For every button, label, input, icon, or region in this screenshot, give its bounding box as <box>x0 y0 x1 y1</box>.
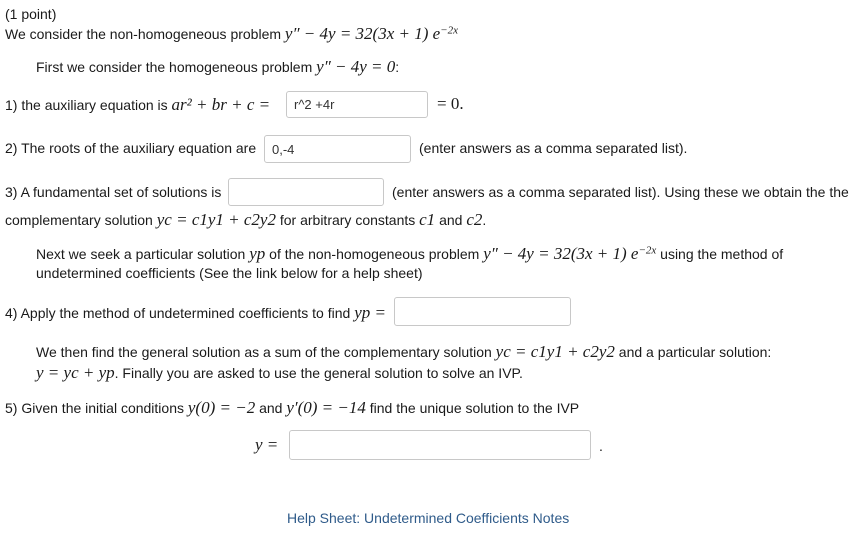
q5-line <box>5 398 579 418</box>
roots-input[interactable] <box>264 135 411 163</box>
general-line1 <box>36 342 771 362</box>
q5-and: and <box>259 400 283 416</box>
q2-note: (enter answers as a comma separated list). <box>419 140 688 156</box>
q5-prefix: 5) Given the initial conditions <box>5 400 184 416</box>
general-a: We then find the general solution as a sum of the complementary solution <box>36 344 492 360</box>
q4-prefix: 4) Apply the method of undetermined coefficients to find <box>5 305 351 321</box>
intro-line <box>5 24 458 44</box>
homogeneous-line <box>36 57 399 77</box>
general-line2-b: . Finally you are asked to use the general solution to solve an IVP. <box>114 365 523 381</box>
fundamental-set-input[interactable] <box>228 178 384 206</box>
initial-condition-2: y′(0) = −14 <box>286 398 366 417</box>
complementary-solution-eq: yc = c1y1 + c2y2 <box>156 210 276 229</box>
general-b: and a particular solution: <box>618 344 772 360</box>
help-sheet-link[interactable]: Help Sheet: Undetermined Coefficients Notes <box>287 510 570 526</box>
homogeneous-colon: : <box>395 59 400 75</box>
intro-text: We consider the non-homogeneous problem <box>5 26 282 42</box>
particular-line2: undetermined coefficients (See the link below for a help sheet) <box>36 265 423 281</box>
q2-prefix: 2) The roots of the auxiliary equation are <box>5 140 257 156</box>
particular-yp: yp <box>249 244 266 263</box>
constant-c1: c1 <box>419 210 436 229</box>
q4-lhs: yp = <box>354 303 386 322</box>
particular-solution-input[interactable] <box>394 297 571 326</box>
initial-condition-1: y(0) = −2 <box>187 398 256 417</box>
q4-line <box>5 303 386 323</box>
general-complementary-eq: yc = c1y1 + c2y2 <box>495 342 615 361</box>
intro-exponent: −2x <box>440 24 458 37</box>
q1-line <box>5 95 270 115</box>
q5-suffix: find the unique solution to the IVP <box>369 400 580 416</box>
general-line2 <box>36 363 523 383</box>
q3-line2-b: for arbitrary constants <box>279 212 416 228</box>
q3-line2 <box>5 210 486 230</box>
q1-lhs: ar² + br + c = <box>171 95 271 114</box>
q3-note: (enter answers as a comma separated list). Using these we obtain the the <box>392 184 849 200</box>
particular-c: using the method of <box>660 246 784 262</box>
constant-c2: c2 <box>466 210 483 229</box>
final-lhs: y = <box>255 435 279 454</box>
homogeneous-equation: y″ − 4y = 0 <box>316 57 396 76</box>
q1-prefix: 1) the auxiliary equation is <box>5 97 168 113</box>
general-solution-eq: y = yc + yp <box>36 363 115 382</box>
homogeneous-text: First we consider the homogeneous problem <box>36 59 313 75</box>
auxiliary-equation-input[interactable] <box>286 91 428 118</box>
particular-equation: y″ − 4y = 32(3x + 1) e <box>483 244 639 263</box>
particular-exponent: −2x <box>638 244 657 257</box>
q3-line2-a: complementary solution <box>5 212 153 228</box>
q1-suffix: = 0. <box>437 94 464 113</box>
points-label: (1 point) <box>5 6 57 22</box>
particular-line1 <box>36 244 783 264</box>
q3-and: and <box>439 212 463 228</box>
intro-equation: y″ − 4y = 32(3x + 1) e <box>284 24 441 43</box>
q3-end: . <box>482 212 487 228</box>
q3-prefix: 3) A fundamental set of solutions is <box>5 184 222 200</box>
particular-a: Next we seek a particular solution <box>36 246 246 262</box>
final-dot: . <box>599 438 603 454</box>
particular-b: of the non-homogeneous problem <box>269 246 480 262</box>
ivp-solution-input[interactable] <box>289 430 591 460</box>
